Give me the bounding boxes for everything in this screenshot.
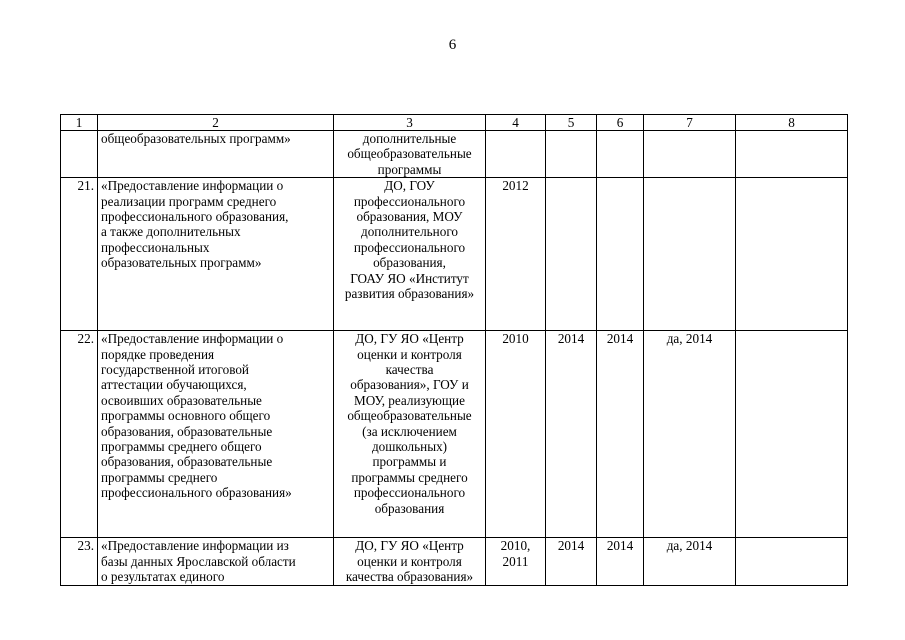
page-number: 6	[448, 37, 457, 53]
service-title: общеобразовательных программ»	[98, 131, 334, 178]
column-7-value: да, 2014	[644, 538, 736, 586]
header-cell-8: 8	[736, 115, 848, 131]
row-number	[61, 131, 98, 178]
header-cell-1: 1	[61, 115, 98, 131]
column-8-value	[736, 538, 848, 586]
column-5-value: 2014	[546, 538, 597, 586]
column-6-value: 2014	[597, 331, 644, 538]
table-row	[61, 178, 848, 331]
column-8-value	[736, 331, 848, 538]
column-4-value	[486, 131, 546, 178]
column-8-value	[736, 178, 848, 331]
row-number: 23.	[61, 538, 98, 586]
column-7-value: да, 2014	[644, 331, 736, 538]
column-7-value	[644, 178, 736, 331]
service-executors: ДО, ГУ ЯО «Центр оценки и контроля качества образования»	[334, 538, 486, 586]
service-title: «Предоставление информации из базы данных Ярославской области о результатах единого	[98, 538, 334, 586]
service-title: «Предоставление информации о порядке проведения государственной итоговой аттестации обучающихся, освоивших образовательные программы основного общего образования, образовательные программы среднего общего образования, образовательные программы среднего профессионального образования»	[98, 331, 334, 538]
row-number: 22.	[61, 331, 98, 538]
services-table	[60, 114, 848, 586]
header-cell-2: 2	[98, 115, 334, 131]
column-4-value: 2010	[486, 331, 546, 538]
column-5-value: 2014	[546, 331, 597, 538]
service-executors: дополнительные общеобразовательные программы	[334, 131, 486, 178]
column-4-value: 2010, 2011	[486, 538, 546, 586]
column-4-value: 2012	[486, 178, 546, 331]
table-row	[61, 131, 848, 178]
column-6-value	[597, 178, 644, 331]
table-row	[61, 331, 848, 538]
header-cell-4: 4	[486, 115, 546, 131]
header-cell-3: 3	[334, 115, 486, 131]
service-executors: ДО, ГОУ профессионального образования, МОУ дополнительного профессионального образования, ГОАУ ЯО «Институт развития образования»	[334, 178, 486, 331]
header-cell-5: 5	[546, 115, 597, 131]
header-cell-6: 6	[597, 115, 644, 131]
service-executors: ДО, ГУ ЯО «Центр оценки и контроля качества образования», ГОУ и МОУ, реализующие общеобразовательные (за исключением дошкольных) программы и программы среднего профессионального образования	[334, 331, 486, 538]
column-7-value	[644, 131, 736, 178]
column-6-value: 2014	[597, 538, 644, 586]
column-6-value	[597, 131, 644, 178]
column-8-value	[736, 131, 848, 178]
header-cell-7: 7	[644, 115, 736, 131]
table-row	[61, 538, 848, 586]
service-title: «Предоставление информации о реализации программ среднего профессионального образования, а также дополнительных профессиональных образовательных программ»	[98, 178, 334, 331]
column-5-value	[546, 178, 597, 331]
row-number: 21.	[61, 178, 98, 331]
table-header-row	[61, 115, 848, 131]
column-5-value	[546, 131, 597, 178]
